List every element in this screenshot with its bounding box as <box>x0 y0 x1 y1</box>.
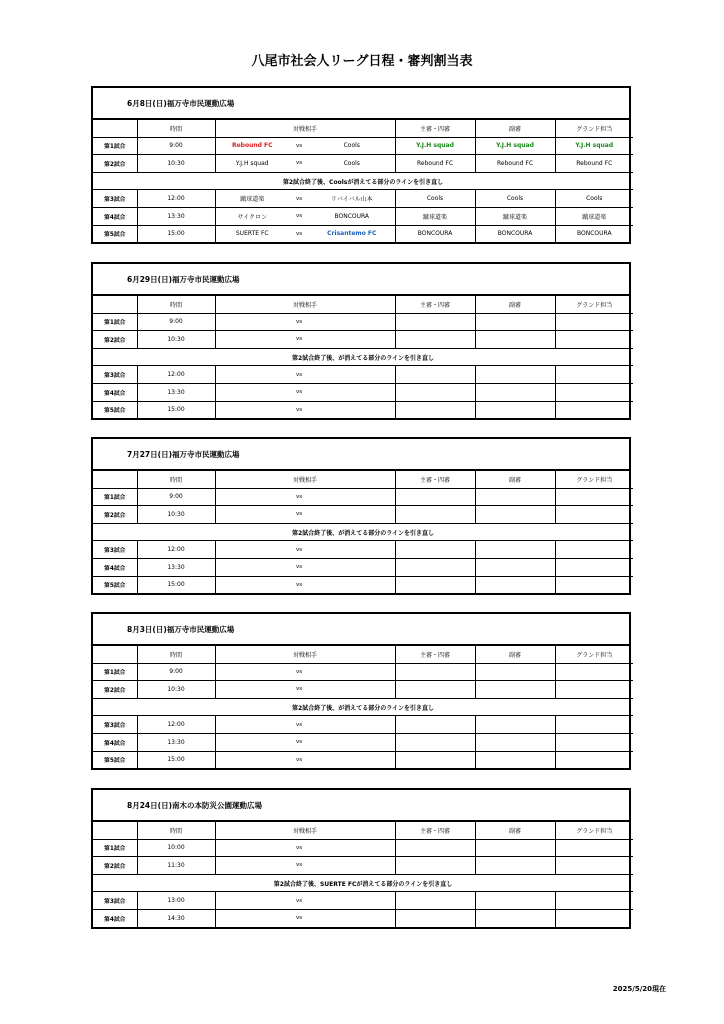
match-time: 13:30 <box>137 558 215 576</box>
vs-text: vs <box>289 681 309 699</box>
sub-team <box>475 576 555 593</box>
header-time: 時間 <box>137 646 215 663</box>
match-label: 第5試合 <box>93 401 137 418</box>
match-time: 13:30 <box>137 733 215 751</box>
match-row <box>93 506 633 524</box>
sub-team <box>475 733 555 751</box>
match-label: 第2試合 <box>93 681 137 699</box>
schedule-block <box>91 788 631 929</box>
match-row <box>93 137 633 155</box>
schedule-table <box>93 822 633 927</box>
ground-team <box>555 751 633 768</box>
header-blank <box>93 646 137 663</box>
vs-text: vs <box>289 541 309 559</box>
away-team: リバイバル山本 <box>309 190 395 208</box>
schedule-block <box>91 262 631 420</box>
ground-team <box>555 366 633 384</box>
match-row <box>93 892 633 910</box>
match-time: 10:00 <box>137 839 215 857</box>
ground-team <box>555 663 633 681</box>
schedule-table <box>93 120 633 242</box>
vs-text: vs <box>289 313 309 331</box>
home-team <box>215 541 289 559</box>
away-team <box>309 506 395 524</box>
match-row <box>93 401 633 418</box>
sub-team <box>475 488 555 506</box>
vs-text: vs <box>289 137 309 155</box>
block-header: 8月3日(日)福万寺市民運動広場 <box>93 614 629 646</box>
header-blank <box>93 120 137 137</box>
ref-team <box>395 401 475 418</box>
match-time: 13:00 <box>137 892 215 910</box>
ground-team: Rebound FC <box>555 155 633 173</box>
match-time: 11:30 <box>137 857 215 875</box>
match-time: 9:00 <box>137 313 215 331</box>
vs-text: vs <box>289 716 309 734</box>
match-label: 第4試合 <box>93 558 137 576</box>
vs-text: vs <box>289 155 309 173</box>
table-header-row <box>93 822 633 839</box>
ref-team <box>395 576 475 593</box>
sub-team: Y.J.H squad <box>475 137 555 155</box>
home-team <box>215 383 289 401</box>
home-team <box>215 716 289 734</box>
table-header-row <box>93 120 633 137</box>
home-team <box>215 366 289 384</box>
vs-text: vs <box>289 225 309 242</box>
ref-team <box>395 909 475 926</box>
schedule-table <box>93 296 633 418</box>
ground-team <box>555 313 633 331</box>
match-row <box>93 558 633 576</box>
home-team <box>215 331 289 349</box>
match-time: 12:00 <box>137 541 215 559</box>
away-team <box>309 751 395 768</box>
match-row <box>93 366 633 384</box>
match-label: 第1試合 <box>93 137 137 155</box>
home-team <box>215 576 289 593</box>
match-time: 12:00 <box>137 716 215 734</box>
as-of-date: 2025/5/20現在 <box>612 985 666 993</box>
match-time: 15:00 <box>137 225 215 242</box>
line-note: 第2試合終了後、が消えてる部分のラインを引き直し <box>93 348 633 366</box>
match-time: 12:00 <box>137 190 215 208</box>
home-team <box>215 681 289 699</box>
header-sub: 副審 <box>475 646 555 663</box>
ref-team <box>395 857 475 875</box>
header-match: 対戦相手 <box>215 296 395 313</box>
vs-text: vs <box>289 857 309 875</box>
header-time: 時間 <box>137 120 215 137</box>
match-label: 第4試合 <box>93 909 137 926</box>
match-time: 15:00 <box>137 576 215 593</box>
header-sub: 副審 <box>475 822 555 839</box>
away-team: Crisantemo FC <box>309 225 395 242</box>
ref-team <box>395 716 475 734</box>
home-team: SUERTE FC <box>215 225 289 242</box>
block-header: 8月24日(日)南木の本防災公園運動広場 <box>93 790 629 822</box>
header-sub: 副審 <box>475 471 555 488</box>
ground-team <box>555 857 633 875</box>
header-blank <box>93 296 137 313</box>
match-time: 9:00 <box>137 663 215 681</box>
note-row <box>93 874 633 892</box>
away-team <box>309 733 395 751</box>
match-label: 第4試合 <box>93 207 137 225</box>
home-team <box>215 401 289 418</box>
line-note: 第2試合終了後、SUERTE FCが消えてる部分のラインを引き直し <box>93 874 633 892</box>
vs-text: vs <box>289 366 309 384</box>
match-label: 第2試合 <box>93 506 137 524</box>
schedule-table <box>93 471 633 593</box>
ref-team <box>395 366 475 384</box>
vs-text: vs <box>289 558 309 576</box>
ref-team: Y.J.H squad <box>395 137 475 155</box>
sub-team <box>475 663 555 681</box>
ref-team: BONCOURA <box>395 225 475 242</box>
line-note: 第2試合終了後、が消えてる部分のラインを引き直し <box>93 523 633 541</box>
match-row <box>93 576 633 593</box>
match-row <box>93 383 633 401</box>
header-ref: 主審・四審 <box>395 471 475 488</box>
sub-team <box>475 541 555 559</box>
match-time: 9:00 <box>137 488 215 506</box>
match-row <box>93 225 633 242</box>
away-team <box>309 576 395 593</box>
sub-team <box>475 366 555 384</box>
header-time: 時間 <box>137 822 215 839</box>
home-team <box>215 663 289 681</box>
ground-team <box>555 541 633 559</box>
away-team: Cools <box>309 137 395 155</box>
match-row <box>93 733 633 751</box>
match-label: 第3試合 <box>93 541 137 559</box>
match-time: 15:00 <box>137 401 215 418</box>
sub-team <box>475 558 555 576</box>
header-sub: 副審 <box>475 120 555 137</box>
match-label: 第4試合 <box>93 383 137 401</box>
match-row <box>93 541 633 559</box>
ref-team <box>395 541 475 559</box>
match-label: 第2試合 <box>93 331 137 349</box>
match-label: 第4試合 <box>93 733 137 751</box>
away-team <box>309 366 395 384</box>
match-row <box>93 313 633 331</box>
match-label: 第3試合 <box>93 716 137 734</box>
ref-team: 蹴球道楽 <box>395 207 475 225</box>
ref-team <box>395 892 475 910</box>
home-team: サイクロン <box>215 207 289 225</box>
ref-team: Cools <box>395 190 475 208</box>
home-team <box>215 488 289 506</box>
match-row <box>93 331 633 349</box>
ref-team <box>395 383 475 401</box>
note-row <box>93 348 633 366</box>
vs-text: vs <box>289 751 309 768</box>
match-row <box>93 663 633 681</box>
vs-text: vs <box>289 576 309 593</box>
header-ground: グランド担当 <box>555 296 633 313</box>
away-team: Cools <box>309 155 395 173</box>
match-label: 第1試合 <box>93 839 137 857</box>
sub-team <box>475 506 555 524</box>
match-time: 13:30 <box>137 383 215 401</box>
vs-text: vs <box>289 909 309 926</box>
vs-text: vs <box>289 207 309 225</box>
vs-text: vs <box>289 839 309 857</box>
away-team <box>309 857 395 875</box>
sub-team <box>475 892 555 910</box>
home-team: 蹴球道楽 <box>215 190 289 208</box>
ground-team <box>555 558 633 576</box>
vs-text: vs <box>289 506 309 524</box>
match-row <box>93 857 633 875</box>
match-time: 12:00 <box>137 366 215 384</box>
note-row <box>93 172 633 190</box>
header-ref: 主審・四審 <box>395 646 475 663</box>
header-time: 時間 <box>137 471 215 488</box>
away-team <box>309 331 395 349</box>
away-team <box>309 716 395 734</box>
header-ground: グランド担当 <box>555 471 633 488</box>
line-note: 第2試合終了後、が消えてる部分のラインを引き直し <box>93 698 633 716</box>
ground-team <box>555 733 633 751</box>
vs-text: vs <box>289 331 309 349</box>
sub-team <box>475 751 555 768</box>
ref-team <box>395 681 475 699</box>
match-row <box>93 155 633 173</box>
ground-team <box>555 576 633 593</box>
match-label: 第5試合 <box>93 751 137 768</box>
vs-text: vs <box>289 190 309 208</box>
match-label: 第2試合 <box>93 155 137 173</box>
ground-team <box>555 839 633 857</box>
schedule-block <box>91 86 631 244</box>
sub-team <box>475 383 555 401</box>
ground-team <box>555 681 633 699</box>
header-ground: グランド担当 <box>555 646 633 663</box>
schedule-block <box>91 437 631 595</box>
away-team <box>309 488 395 506</box>
sub-team <box>475 839 555 857</box>
away-team <box>309 313 395 331</box>
away-team: BONCOURA <box>309 207 395 225</box>
match-row <box>93 681 633 699</box>
sub-team: BONCOURA <box>475 225 555 242</box>
vs-text: vs <box>289 892 309 910</box>
match-row <box>93 716 633 734</box>
ref-team <box>395 331 475 349</box>
match-label: 第3試合 <box>93 366 137 384</box>
block-header: 6月8日(日)福万寺市民運動広場 <box>93 88 629 120</box>
header-match: 対戦相手 <box>215 120 395 137</box>
home-team <box>215 733 289 751</box>
home-team: Rebound FC <box>215 137 289 155</box>
table-header-row <box>93 296 633 313</box>
vs-text: vs <box>289 733 309 751</box>
sub-team <box>475 909 555 926</box>
match-time: 10:30 <box>137 506 215 524</box>
note-row <box>93 523 633 541</box>
header-match: 対戦相手 <box>215 822 395 839</box>
match-label: 第2試合 <box>93 857 137 875</box>
sub-team <box>475 681 555 699</box>
match-row <box>93 190 633 208</box>
match-time: 10:30 <box>137 155 215 173</box>
block-header: 7月27日(日)福万寺市民運動広場 <box>93 439 629 471</box>
ground-team: 蹴球道楽 <box>555 207 633 225</box>
document-title: 八尾市社会人リーグ日程・審判割当表 <box>251 54 473 69</box>
ground-team <box>555 716 633 734</box>
home-team <box>215 892 289 910</box>
match-row <box>93 909 633 926</box>
note-row <box>93 698 633 716</box>
away-team <box>309 558 395 576</box>
ref-team <box>395 506 475 524</box>
header-match: 対戦相手 <box>215 471 395 488</box>
ref-team <box>395 751 475 768</box>
away-team <box>309 383 395 401</box>
away-team <box>309 681 395 699</box>
home-team <box>215 558 289 576</box>
match-label: 第1試合 <box>93 663 137 681</box>
sub-team <box>475 857 555 875</box>
header-blank <box>93 822 137 839</box>
home-team <box>215 839 289 857</box>
header-sub: 副審 <box>475 296 555 313</box>
vs-text: vs <box>289 488 309 506</box>
home-team <box>215 751 289 768</box>
ref-team <box>395 663 475 681</box>
table-header-row <box>93 646 633 663</box>
sub-team: Cools <box>475 190 555 208</box>
vs-text: vs <box>289 663 309 681</box>
sub-team <box>475 331 555 349</box>
match-row <box>93 839 633 857</box>
ground-team: Y.J.H squad <box>555 137 633 155</box>
away-team <box>309 839 395 857</box>
match-time: 10:30 <box>137 681 215 699</box>
match-row <box>93 751 633 768</box>
vs-text: vs <box>289 383 309 401</box>
ref-team <box>395 313 475 331</box>
ref-team: Rebound FC <box>395 155 475 173</box>
ground-team <box>555 506 633 524</box>
ground-team <box>555 383 633 401</box>
ground-team <box>555 892 633 910</box>
header-ref: 主審・四審 <box>395 120 475 137</box>
home-team <box>215 506 289 524</box>
ground-team <box>555 401 633 418</box>
ground-team <box>555 331 633 349</box>
line-note: 第2試合終了後、Coolsが消えてる部分のラインを引き直し <box>93 172 633 190</box>
ground-team: Cools <box>555 190 633 208</box>
away-team <box>309 909 395 926</box>
header-ground: グランド担当 <box>555 822 633 839</box>
home-team <box>215 313 289 331</box>
match-label: 第3試合 <box>93 892 137 910</box>
sub-team: Rebound FC <box>475 155 555 173</box>
away-team <box>309 892 395 910</box>
match-label: 第5試合 <box>93 225 137 242</box>
home-team <box>215 857 289 875</box>
away-team <box>309 401 395 418</box>
match-row <box>93 488 633 506</box>
ground-team <box>555 909 633 926</box>
ground-team <box>555 488 633 506</box>
table-header-row <box>93 471 633 488</box>
header-match: 対戦相手 <box>215 646 395 663</box>
sub-team <box>475 401 555 418</box>
away-team <box>309 541 395 559</box>
ref-team <box>395 488 475 506</box>
match-row <box>93 207 633 225</box>
match-time: 14:30 <box>137 909 215 926</box>
schedule-block <box>91 612 631 770</box>
match-label: 第5試合 <box>93 576 137 593</box>
match-time: 9:00 <box>137 137 215 155</box>
match-label: 第1試合 <box>93 313 137 331</box>
home-team: Y.J.H squad <box>215 155 289 173</box>
sub-team: 蹴球道楽 <box>475 207 555 225</box>
home-team <box>215 909 289 926</box>
sub-team <box>475 313 555 331</box>
match-time: 13:30 <box>137 207 215 225</box>
match-label: 第1試合 <box>93 488 137 506</box>
sub-team <box>475 716 555 734</box>
header-blank <box>93 471 137 488</box>
header-ground: グランド担当 <box>555 120 633 137</box>
match-time: 15:00 <box>137 751 215 768</box>
header-ref: 主審・四審 <box>395 822 475 839</box>
vs-text: vs <box>289 401 309 418</box>
header-ref: 主審・四審 <box>395 296 475 313</box>
block-header: 6月29日(日)福万寺市民運動広場 <box>93 264 629 296</box>
ref-team <box>395 733 475 751</box>
ref-team <box>395 839 475 857</box>
header-time: 時間 <box>137 296 215 313</box>
match-time: 10:30 <box>137 331 215 349</box>
match-label: 第3試合 <box>93 190 137 208</box>
ref-team <box>395 558 475 576</box>
away-team <box>309 663 395 681</box>
ground-team: BONCOURA <box>555 225 633 242</box>
schedule-table <box>93 646 633 768</box>
